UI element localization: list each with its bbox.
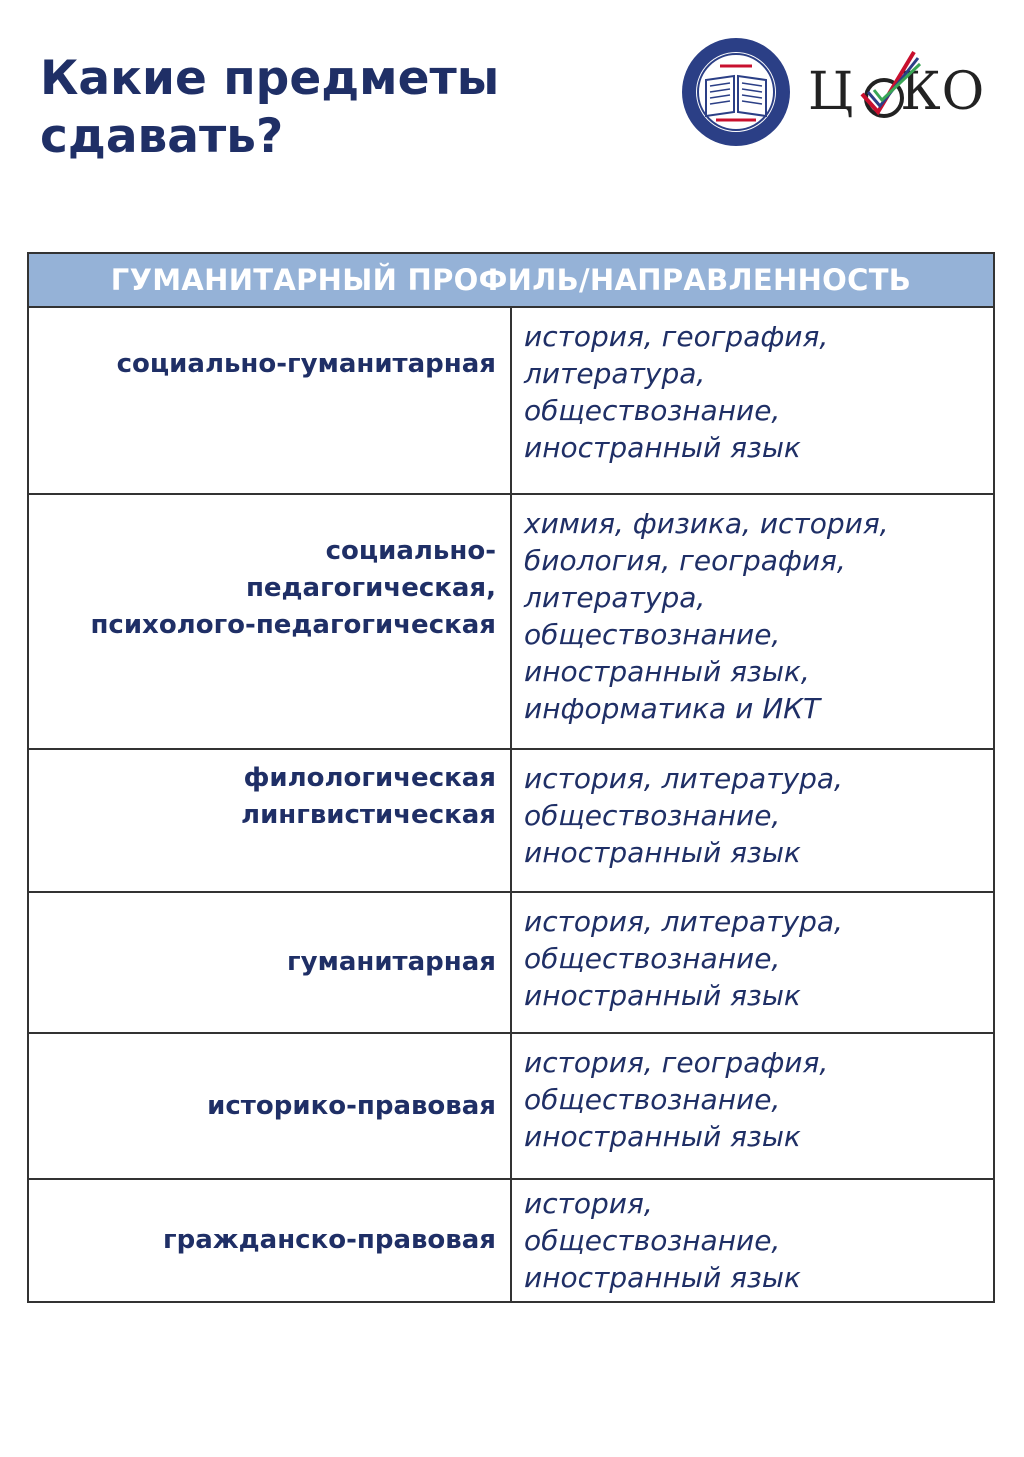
subject-line: иностранный язык [524, 836, 801, 869]
profile-table [27, 252, 995, 1303]
direction-cell [28, 307, 511, 494]
subject-line: иностранный язык [524, 1261, 801, 1294]
subject-line: обществознание, [524, 1224, 781, 1257]
checkmark-o-icon [848, 42, 928, 132]
subject-line: история, литература, [524, 905, 843, 938]
subject-line: иностранный язык, [524, 655, 810, 688]
subjects-cell [511, 307, 994, 494]
direction-line: психолого-педагогическая [90, 610, 496, 640]
subjects-cell [511, 892, 994, 1033]
table-row [28, 892, 994, 1033]
direction-cell [28, 494, 511, 749]
direction-line: гражданско-правовая [163, 1225, 496, 1255]
subject-line: обществознание, [524, 394, 781, 427]
table-row [28, 494, 994, 749]
direction-line: социально- [325, 536, 496, 566]
direction-line: гуманитарная [287, 947, 496, 977]
page-title-line-2: сдавать? [40, 109, 284, 164]
subject-line: иностранный язык [524, 979, 801, 1012]
subjects-cell [511, 1033, 994, 1179]
subjects-cell [511, 1179, 994, 1302]
direction-line: историко-правовая [207, 1090, 496, 1121]
direction-cell [28, 749, 511, 892]
direction-line: педагогическая, [245, 573, 496, 603]
subject-line: иностранный язык [524, 1120, 801, 1153]
subject-line: литература, [524, 357, 706, 390]
direction-line: филологическая [243, 763, 496, 793]
subject-line: обществознание, [524, 942, 781, 975]
direction-cell [28, 892, 511, 1033]
table-row [28, 749, 994, 892]
subject-line: химия, физика, история, [524, 507, 889, 540]
logo-letter-ts: Ц [808, 62, 855, 122]
subject-line: обществознание, [524, 618, 781, 651]
subject-line: биология, география, [524, 544, 846, 577]
ministry-emblem-icon [680, 36, 792, 148]
table-row [28, 307, 994, 494]
table-header: ГУМАНИТАРНЫЙ ПРОФИЛЬ/НАПРАВЛЕННОСТЬ [28, 253, 994, 307]
subject-line: история, география, [524, 320, 829, 353]
page-title [40, 50, 499, 166]
table-row [28, 1179, 994, 1302]
subjects-cell [511, 749, 994, 892]
subject-line: история, литература, [524, 762, 843, 795]
page-title-line-1: Какие предметы [40, 51, 500, 106]
subjects-cell [511, 494, 994, 749]
logo-letters-ko: КО [900, 62, 986, 122]
table-row [28, 1033, 994, 1179]
direction-cell [28, 1033, 511, 1179]
subject-line: история, [524, 1187, 653, 1220]
table-header-row [28, 253, 994, 307]
direction-line: социально-гуманитарная [116, 349, 496, 379]
subject-line: информатика и ИКТ [524, 692, 821, 725]
direction-cell [28, 1179, 511, 1302]
logo [680, 36, 1000, 148]
subject-line: история, география, [524, 1046, 829, 1079]
subject-line: литература, [524, 581, 706, 614]
subject-line: иностранный язык [524, 431, 801, 464]
subject-line: обществознание, [524, 799, 781, 832]
subject-line: обществознание, [524, 1083, 781, 1116]
direction-line: лингвистическая [241, 800, 496, 830]
